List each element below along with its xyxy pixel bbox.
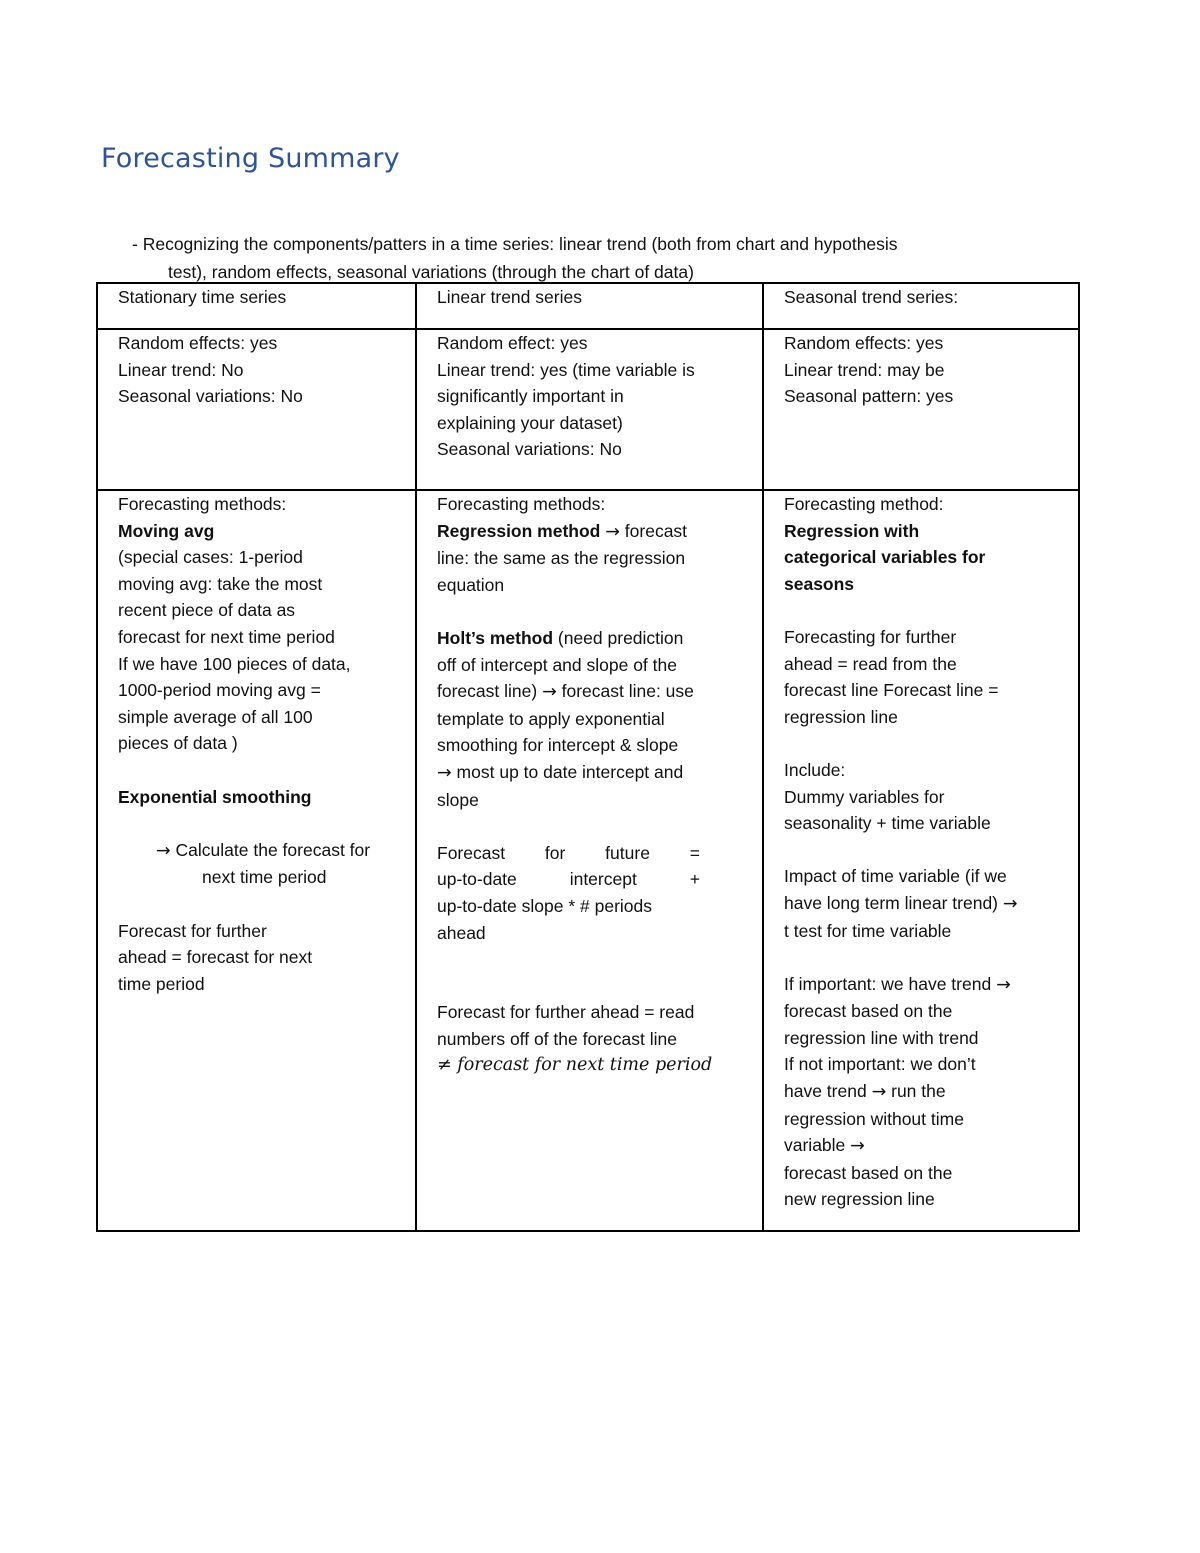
text-line: Random effect: yes	[437, 333, 588, 353]
methods-heading: Forecasting methods:	[437, 494, 606, 514]
text-line: moving avg: take the most	[118, 573, 323, 594]
forecast-future-line	[437, 840, 744, 867]
header-stationary: Stationary time series	[97, 283, 416, 329]
text-line: ahead	[437, 922, 486, 943]
moving-avg-label: Moving avg	[118, 520, 215, 541]
text-line: time period	[118, 973, 205, 994]
bold-line: seasons	[784, 573, 855, 594]
right-arrow-icon: →	[542, 682, 557, 703]
summary-table	[96, 282, 1080, 1232]
text-line: recent piece of data as	[118, 600, 296, 621]
text-line: have trend	[784, 1081, 867, 1102]
components-stationary	[97, 329, 416, 490]
text-line: If we have 100 pieces of data,	[118, 653, 351, 674]
text-line: Linear trend: may be	[784, 359, 945, 380]
text-line: new regression line	[784, 1189, 935, 1210]
methods-heading: Forecasting methods:	[118, 494, 287, 514]
text-line: Calculate the forecast for	[175, 839, 371, 860]
word: +	[689, 869, 700, 890]
text-line: Seasonal variations: No	[437, 439, 622, 460]
components-seasonal	[763, 329, 1079, 490]
text-line: regression line	[784, 706, 898, 727]
text-line: most up to date intercept and	[456, 761, 684, 782]
word: for	[544, 842, 566, 863]
text-line: forecast line)	[437, 681, 538, 702]
text-line: forecast based on the	[784, 1001, 953, 1022]
word: =	[689, 842, 700, 863]
text-line: Seasonal pattern: yes	[784, 386, 954, 407]
exp-smoothing-label: Exponential smoothing	[118, 786, 312, 807]
text-line: 1000-period moving avg =	[118, 680, 321, 701]
text-line: smoothing for intercept & slope	[437, 735, 679, 756]
text-line: forecast line Forecast line =	[784, 680, 999, 701]
text-line: numbers off of the forecast line	[437, 1028, 677, 1049]
text-line: pieces of data )	[118, 733, 238, 754]
components-row	[97, 329, 1079, 490]
text-line: line: the same as the regression	[437, 548, 686, 569]
right-arrow-icon: →	[871, 1082, 887, 1103]
text-line: variable	[784, 1135, 846, 1156]
text-line: forecast based on the	[784, 1162, 953, 1183]
right-arrow-icon: →	[996, 974, 1011, 995]
text-line: equation	[437, 574, 505, 595]
right-arrow-icon: →	[1002, 893, 1018, 914]
text-line: Random effects: yes	[784, 333, 944, 353]
page-title: Forecasting Summary	[101, 143, 400, 174]
regression-method-label: Regression method	[437, 520, 601, 541]
intro-bullet	[132, 230, 1032, 286]
text-line: ahead = forecast for next	[118, 947, 313, 968]
text-line: template to apply exponential	[437, 708, 665, 729]
text-line: If not important: we don’t	[784, 1054, 976, 1075]
text-line: (special cases: 1-period	[118, 547, 303, 568]
text-line: Forecasting for further	[784, 626, 957, 647]
methods-seasonal	[763, 490, 1079, 1231]
text-line: forecast	[624, 520, 688, 541]
text-line: (need prediction	[557, 627, 684, 648]
text-line: forecast line: use	[561, 681, 694, 702]
methods-stationary	[97, 490, 416, 1231]
text-line: explaining your dataset)	[437, 412, 623, 433]
text-line: significantly important in	[437, 386, 624, 407]
text-line: Forecast for further ahead = read	[437, 1002, 695, 1023]
text-line: off of intercept and slope of the	[437, 654, 677, 675]
text-line: seasonality + time variable	[784, 813, 991, 834]
text-line: Random effects: yes	[118, 333, 278, 353]
text-line: have long term linear trend)	[784, 892, 998, 913]
text-line: Include:	[784, 759, 846, 780]
right-arrow-icon: →	[605, 521, 620, 542]
text-line: Seasonal variations: No	[118, 386, 303, 407]
text-line: regression without time	[784, 1108, 964, 1129]
text-line: simple average of all 100	[118, 706, 313, 727]
word: future	[605, 842, 650, 863]
text-line: If important: we have trend	[784, 973, 992, 994]
bold-line: Regression with	[784, 520, 920, 541]
right-arrow-icon: →	[156, 840, 171, 861]
intro-line-1: Recognizing the components/patters in a time series: linear trend (both from chart and hypothesis	[142, 234, 898, 254]
text-line: up-to-date slope * # periods	[437, 895, 652, 916]
text-line: Linear trend: No	[118, 359, 244, 380]
uptodate-line	[437, 866, 744, 893]
bullet-dash: -	[132, 234, 138, 254]
right-arrow-icon: →	[850, 1136, 865, 1157]
text-line: slope	[437, 789, 479, 810]
text-line: Impact of time variable (if we	[784, 866, 1007, 887]
word: intercept	[569, 869, 637, 890]
components-linear	[416, 329, 763, 490]
methods-linear	[416, 490, 763, 1231]
intro-line-2: test), random effects, seasonal variations (through the chart of data)	[168, 262, 694, 282]
not-equal-formula: ≠ forecast for next time period	[437, 1055, 713, 1076]
text-line: t test for time variable	[784, 920, 952, 941]
right-arrow-icon: →	[437, 762, 452, 783]
methods-heading: Forecasting method:	[784, 494, 944, 514]
header-seasonal: Seasonal trend series:	[763, 283, 1079, 329]
bold-line: categorical variables for	[784, 547, 986, 568]
text-line: regression line with trend	[784, 1027, 979, 1048]
text-line: Forecast for further	[118, 920, 267, 941]
methods-row	[97, 490, 1079, 1231]
text-line: next time period	[202, 867, 327, 888]
text-line: ahead = read from the	[784, 653, 957, 674]
holt-method-label: Holt’s method	[437, 627, 554, 648]
word: Forecast	[437, 842, 506, 863]
header-linear: Linear trend series	[416, 283, 763, 329]
text-line: forecast for next time period	[118, 626, 335, 647]
text-line: run the	[891, 1081, 946, 1102]
header-row	[97, 283, 1079, 329]
text-line: Dummy variables for	[784, 786, 945, 807]
text-line: Linear trend: yes (time variable is	[437, 359, 695, 380]
word: up-to-date	[437, 869, 517, 890]
